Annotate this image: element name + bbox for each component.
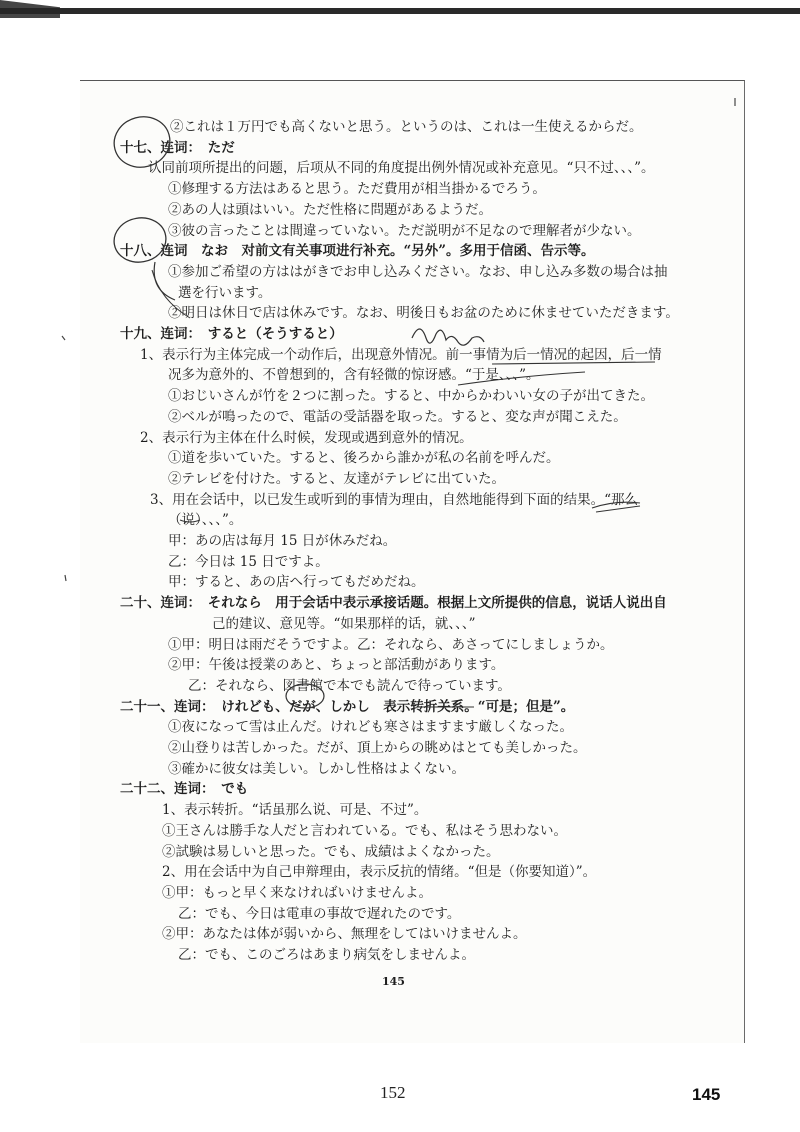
text-line: 乙：それなら、図書館で本でも読んで待っています。 <box>188 677 511 694</box>
text-line: （说）、、、”。 <box>168 512 243 529</box>
text-line: ②甲：午後は授業のあと、ちょっと部活動があります。 <box>168 657 505 674</box>
section-heading: 十七、连词： ただ <box>120 139 235 156</box>
text-line: 甲：すると、あの店へ行ってもだめだね。 <box>168 574 425 591</box>
text-line: ②試験は易しいと思った。でも、成績はよくなかった。 <box>162 843 500 860</box>
text-line: ①王さんは勝手な人だと言われている。でも、私はそう思わない。 <box>162 822 567 839</box>
text-line: ①夜になって雪は止んだ。けれども寒さはますます厳しくなった。 <box>168 719 573 736</box>
text-line: ②明日は休日で店は休みです。なお、明後日もお盆のために休ませていただきます。 <box>168 305 679 322</box>
text-line: 己的建议、意见等。“如果那样的话，就、、、” <box>212 615 476 632</box>
text-line: ③彼の言ったことは間違っていない。ただ説明が不足なので理解者が少ない。 <box>168 222 641 239</box>
text-line: 2、表示行为主体在什么时候，发现或遇到意外的情况。 <box>140 429 473 446</box>
text-line: 2、用在会话中为自己申辩理由，表示反抗的情绪。“但是（你要知道）”。 <box>162 864 597 881</box>
footer-page-label: 145 <box>692 1085 721 1104</box>
text-line: 认同前项所提出的问题，后项从不同的角度提出例外情况或补充意见。“只不过、、、”。 <box>148 160 655 177</box>
text-line: 1、表示转折。“话虽那么说、可是、不过”。 <box>162 802 428 819</box>
text-line: ②あの人は頭はいい。ただ性格に問題があるようだ。 <box>168 201 492 218</box>
text-line: ②甲：あなたは体が弱いから、無理をしてはいけませんよ。 <box>162 926 527 943</box>
section-heading: 十八、连词 なお 对前文有关事项进行补充。“另外”。多用于信函、告示等。 <box>120 243 595 260</box>
text-line: 乙：でも、このごろはあまり病気をしませんよ。 <box>178 947 475 963</box>
text-line: 甲：あの店は毎月 15 日が休みだね。 <box>168 533 397 549</box>
section-heading: 二十二、连词： でも <box>120 781 249 798</box>
text-line: ③確かに彼女は美しい。しかし性格はよくない。 <box>168 760 465 777</box>
text-line: ①甲：明日は雨だそうですよ。乙：それなら、あさってにしましょうか。 <box>168 636 614 653</box>
text-line: ②ベルが鳴ったので、電話の受話器を取った。すると、変な声が聞こえた。 <box>168 408 627 425</box>
section-heading: 十九、连词： すると（そうすると） <box>120 326 343 342</box>
text-line: 乙：でも、今日は電車の事故で遅れたのです。 <box>178 905 461 922</box>
text-line: 3、用在会话中，以已发生或听到的事情为理由，自然地能得到下面的结果。“那么 <box>150 491 638 508</box>
section-heading: 二十、连词： それなら 用于会话中表示承接话题。根据上文所提供的信息，说话人说出自 <box>120 595 667 612</box>
text-line: ①おじいさんが竹を２つに割った。すると、中からかわいい女の子が出てきた。 <box>168 388 654 405</box>
section-heading: 二十一、连词： けれども、だが、しかし 表示转折关系。“可是；但是”。 <box>120 698 575 715</box>
text-line: ②テレビを付けた。すると、友達がテレビに出ていた。 <box>168 470 505 487</box>
text-line: ②これは１万円でも高くないと思う。というのは、これは一生使えるからだ。 <box>170 119 643 135</box>
inner-page-number: 145 <box>382 975 405 988</box>
text-line: 况多为意外的、不曾想到的，含有轻微的惊讶感。“于是、、、”。 <box>168 367 540 384</box>
text-line: 乙：今日は 15 日ですよ。 <box>168 553 329 570</box>
text-line: ①修理する方法はあると思う。ただ費用が相当掛かるでろう。 <box>168 181 546 198</box>
text-line: ①甲：もっと早く来なければいけませんよ。 <box>162 884 432 901</box>
text-line: ①道を歩いていた。すると、後ろから誰かが私の名前を呼んだ。 <box>168 450 560 467</box>
text-line: 1、表示行为主体完成一个动作后，出现意外情况。前一事情为后一情况的起因，后一情 <box>140 346 662 363</box>
text-line: ①参加ご希望の方ははがきでお申し込みください。なお、申し込み多数の場合は抽 <box>168 263 668 280</box>
footer-page-number: 152 <box>380 1083 406 1102</box>
text-line: 選を行います。 <box>178 284 272 301</box>
text-line: ②山登りは苦しかった。だが、頂上からの眺めはとても美しかった。 <box>168 740 587 756</box>
